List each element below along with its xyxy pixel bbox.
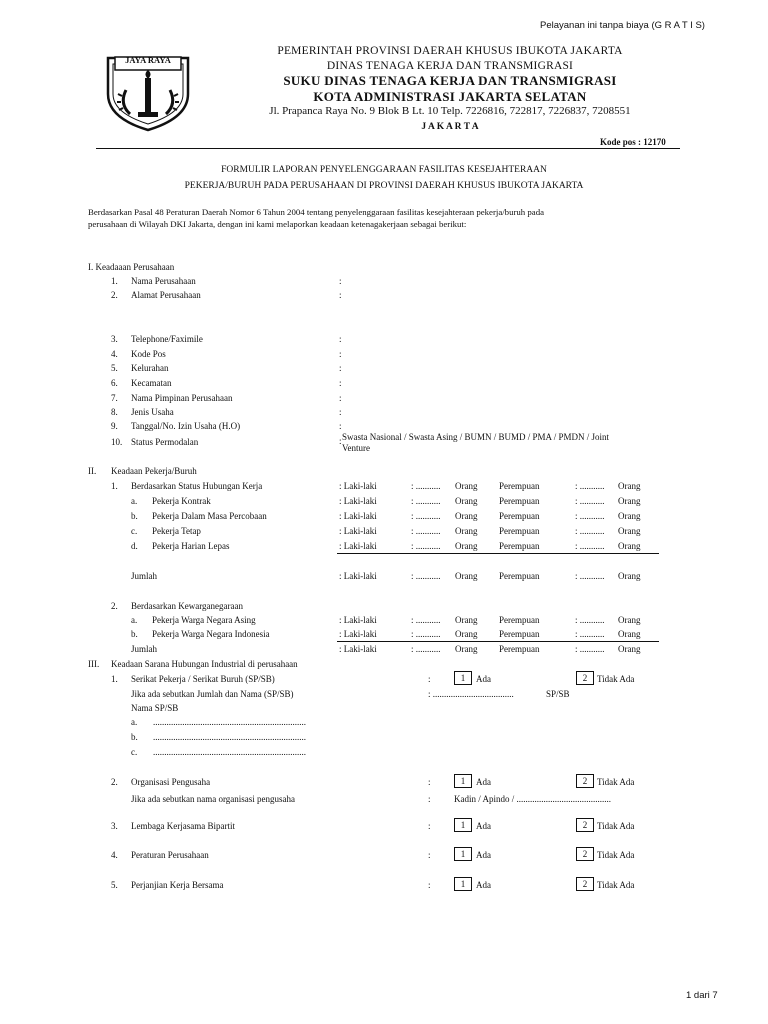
option-label-tidak-ada: Tidak Ada <box>597 777 635 787</box>
perempuan-label: Perempuan <box>499 511 540 521</box>
perempuan-count-field[interactable]: : ........... <box>575 541 605 551</box>
item-letter: a. <box>131 717 138 727</box>
intro-line-2: perusahaan di Wilayah DKI Jakarta, dengan ini kami melaporkan keadaan ketenagakerjaan sebagai berikut: <box>88 219 467 229</box>
item-number: 1. <box>111 276 118 286</box>
laki-label: : Laki-laki <box>339 511 377 521</box>
colon: : <box>428 777 431 787</box>
laki-count-field[interactable]: : ........... <box>411 629 441 639</box>
colon: : <box>339 407 342 417</box>
orang-unit: Orang <box>455 571 478 581</box>
item-letter: a. <box>131 496 138 506</box>
header-address: Jl. Prapanca Raya No. 9 Blok B Lt. 10 Telp. 7226816, 722817, 7226837, 7208551 <box>269 105 631 117</box>
section-1-title: I. Keadaaan Perusahaan <box>88 262 175 272</box>
item-number: 9. <box>111 421 118 431</box>
org-jika-label: Jika ada sebutkan nama organisasi pengusaha <box>131 794 296 804</box>
perempuan-count-field[interactable]: : ........... <box>575 526 605 536</box>
laki-label: : Laki-laki <box>339 571 377 581</box>
row-label-masa-percobaan: Pekerja Dalam Masa Percobaan <box>152 511 267 521</box>
sp-jumlah-field[interactable]: : .................................... <box>428 689 514 699</box>
laki-count-field[interactable]: : ........... <box>411 571 441 581</box>
sp-name-field[interactable]: .................................................................... <box>153 732 306 742</box>
header-postcode: Kode pos : 12170 <box>600 137 666 147</box>
colon: : <box>339 421 342 431</box>
perempuan-count-field[interactable]: : ........... <box>575 481 605 491</box>
orang-unit: Orang <box>455 526 478 536</box>
field-label-kode-pos: Kode Pos <box>131 349 166 359</box>
header-line-2: DINAS TENAGA KERJA DAN TRANSMIGRASI <box>326 60 574 72</box>
laki-label: : Laki-laki <box>339 481 377 491</box>
orang-unit: Orang <box>455 629 478 639</box>
form-title-1: FORMULIR LAPORAN PENYELENGGARAAN FASILITAS KESEJAHTERAAN <box>221 165 547 175</box>
orang-unit: Orang <box>618 571 641 581</box>
item-letter: c. <box>131 747 138 757</box>
orang-unit: Orang <box>618 629 641 639</box>
perempuan-label: Perempuan <box>499 615 540 625</box>
orang-unit: Orang <box>618 481 641 491</box>
header-line-4: KOTA ADMINISTRASI JAKARTA SELATAN <box>313 89 587 104</box>
colon: : <box>339 436 342 446</box>
row-label-jumlah: Jumlah <box>131 644 157 654</box>
laki-label: : Laki-laki <box>339 496 377 506</box>
option-box-tidak-ada[interactable]: 2 <box>576 847 594 861</box>
orang-unit: Orang <box>455 511 478 521</box>
item-number: 6. <box>111 378 118 388</box>
form-title-2: PEKERJA/BURUH PADA PERUSAHAAN DI PROVINSI DAERAH KHUSUS IBUKOTA JAKARTA <box>184 181 584 191</box>
row-label-organisasi-pengusaha: Organisasi Pengusaha <box>131 777 211 787</box>
orang-unit: Orang <box>455 644 478 654</box>
item-number: 2. <box>111 601 118 611</box>
orang-unit: Orang <box>618 526 641 536</box>
option-box-ada[interactable]: 1 <box>454 818 472 832</box>
colon: : <box>428 794 431 804</box>
row-label-serikat-pekerja: Serikat Pekerja / Serikat Buruh (SP/SB) <box>131 674 275 684</box>
free-service-note: Pelayanan ini tanpa biaya (G R A T I S) <box>540 20 705 31</box>
perempuan-label: Perempuan <box>499 644 540 654</box>
section-3-title: Keadaan Sarana Hubungan Industrial di perusahaan <box>111 659 298 669</box>
row-label-pekerja-tetap: Pekerja Tetap <box>152 526 201 536</box>
perempuan-count-field[interactable]: : ........... <box>575 511 605 521</box>
row-label-lks-bipartit: Lembaga Kerjasama Bipartit <box>131 821 235 831</box>
laki-label: : Laki-laki <box>339 615 377 625</box>
item-number: 4. <box>111 349 118 359</box>
colon: : <box>428 821 431 831</box>
sp-jika-label: Jika ada sebutkan Jumlah dan Nama (SP/SB) <box>131 689 294 699</box>
laki-count-field[interactable]: : ........... <box>411 541 441 551</box>
field-label-jenis-usaha: Jenis Usaha <box>131 407 174 417</box>
sub-heading-kewarganegaraan: Berdasarkan Kewarganegaraan <box>131 601 244 611</box>
intro-line-1: Berdasarkan Pasal 48 Peraturan Daerah Nomor 6 Tahun 2004 tentang penyelenggaraan fasilitas kesejahteraan pekerja/buruh pada <box>88 207 544 217</box>
sub-heading-status-hubungan: Berdasarkan Status Hubungan Kerja <box>131 481 263 491</box>
header-divider <box>96 148 680 149</box>
orang-unit: Orang <box>618 644 641 654</box>
option-box-ada[interactable]: 1 <box>454 847 472 861</box>
laki-label: : Laki-laki <box>339 629 377 639</box>
sp-name-field[interactable]: .................................................................... <box>153 717 306 727</box>
header-line-3: SUKU DINAS TENAGA KERJA DAN TRANSMIGRASI <box>283 73 617 88</box>
field-label-telephone: Telephone/Faximile <box>131 334 203 344</box>
laki-count-field[interactable]: : ........... <box>411 496 441 506</box>
field-label-nama-perusahaan: Nama Perusahaan <box>131 276 196 286</box>
laki-label: : Laki-laki <box>339 541 377 551</box>
option-label-tidak-ada: Tidak Ada <box>597 674 635 684</box>
item-number: 10. <box>111 437 123 447</box>
item-number: 3. <box>111 334 118 344</box>
item-number: 5. <box>111 880 118 890</box>
row-label-harian-lepas: Pekerja Harian Lepas <box>152 541 230 551</box>
sum-line <box>337 553 659 554</box>
colon: : <box>428 674 431 684</box>
field-label-kecamatan: Kecamatan <box>131 378 172 388</box>
item-number: 2. <box>111 777 118 787</box>
field-label-nama-pimpinan: Nama Pimpinan Perusahaan <box>131 393 233 403</box>
option-box-tidak-ada[interactable]: 2 <box>576 877 594 891</box>
section-number: II. <box>88 466 97 476</box>
orang-unit: Orang <box>618 615 641 625</box>
orang-unit: Orang <box>618 496 641 506</box>
colon: : <box>428 880 431 890</box>
option-label-ada: Ada <box>476 880 491 890</box>
option-box-tidak-ada[interactable]: 2 <box>576 818 594 832</box>
row-label-pkb: Perjanjian Kerja Bersama <box>131 880 224 890</box>
item-number: 5. <box>111 363 118 373</box>
option-box-ada[interactable]: 1 <box>454 877 472 891</box>
perempuan-label: Perempuan <box>499 496 540 506</box>
option-label-ada: Ada <box>476 850 491 860</box>
option-label-ada: Ada <box>476 674 491 684</box>
field-label-alamat: Alamat Perusahaan <box>131 290 201 300</box>
perempuan-label: Perempuan <box>499 629 540 639</box>
field-label-status-permodalan: Status Permodalan <box>131 437 199 447</box>
page-number: 1 dari 7 <box>686 990 718 1001</box>
laki-count-field[interactable]: : ........... <box>411 511 441 521</box>
perempuan-count-field[interactable]: : ........... <box>575 571 605 581</box>
perempuan-label: Perempuan <box>499 541 540 551</box>
item-letter: a. <box>131 615 138 625</box>
sp-unit: SP/SB <box>546 689 570 699</box>
perempuan-label: Perempuan <box>499 526 540 536</box>
option-label-tidak-ada: Tidak Ada <box>597 880 635 890</box>
field-label-kelurahan: Kelurahan <box>131 363 169 373</box>
option-label-tidak-ada: Tidak Ada <box>597 821 635 831</box>
colon: : <box>339 378 342 388</box>
orang-unit: Orang <box>618 511 641 521</box>
item-number: 2. <box>111 290 118 300</box>
laki-count-field[interactable]: : ........... <box>411 481 441 491</box>
section-2-title: Keadaan Pekerja/Buruh <box>111 466 197 476</box>
section-number: III. <box>88 659 100 669</box>
laki-label: : Laki-laki <box>339 526 377 536</box>
laki-count-field[interactable]: : ........... <box>411 644 441 654</box>
perempuan-label: Perempuan <box>499 481 540 491</box>
item-letter: b. <box>131 629 138 639</box>
sum-line <box>337 641 659 642</box>
row-label-pekerja-kontrak: Pekerja Kontrak <box>152 496 211 506</box>
perempuan-count-field[interactable]: : ........... <box>575 496 605 506</box>
item-number: 1. <box>111 674 118 684</box>
item-letter: c. <box>131 526 138 536</box>
field-value-status-permodalan[interactable]: Swasta Nasional / Swasta Asing / BUMN / BUMD / PMA / PMDN / Joint <box>342 432 610 442</box>
laki-count-field[interactable]: : ........... <box>411 526 441 536</box>
row-label-peraturan-perusahaan: Peraturan Perusahaan <box>131 850 209 860</box>
item-letter: b. <box>131 732 138 742</box>
orang-unit: Orang <box>455 481 478 491</box>
row-label-jumlah: Jumlah <box>131 571 157 581</box>
field-value-status-permodalan-cont: Venture <box>342 443 370 453</box>
item-number: 1. <box>111 481 118 491</box>
orang-unit: Orang <box>455 541 478 551</box>
perempuan-label: Perempuan <box>499 571 540 581</box>
colon: : <box>339 290 342 300</box>
orang-unit: Orang <box>455 496 478 506</box>
perempuan-count-field[interactable]: : ........... <box>575 615 605 625</box>
org-name-field[interactable]: Kadin / Apindo / .......................................... <box>454 794 611 804</box>
colon: : <box>339 363 342 373</box>
option-label-ada: Ada <box>476 777 491 787</box>
orang-unit: Orang <box>618 541 641 551</box>
colon: : <box>428 850 431 860</box>
laki-count-field[interactable]: : ........... <box>411 615 441 625</box>
item-letter: b. <box>131 511 138 521</box>
option-box-tidak-ada[interactable]: 2 <box>576 671 594 685</box>
orang-unit: Orang <box>455 615 478 625</box>
option-box-ada[interactable]: 1 <box>454 671 472 685</box>
header-city: J A K A R T A <box>421 122 479 132</box>
perempuan-count-field[interactable]: : ........... <box>575 629 605 639</box>
colon: : <box>339 334 342 344</box>
item-number: 4. <box>111 850 118 860</box>
option-label-ada: Ada <box>476 821 491 831</box>
item-letter: d. <box>131 541 138 551</box>
row-label-wna: Pekerja Warga Negara Asing <box>152 615 256 625</box>
sp-nama-label: Nama SP/SB <box>131 703 179 713</box>
header-line-1: PEMERINTAH PROVINSI DAERAH KHUSUS IBUKOTA JAKARTA <box>277 45 623 57</box>
colon: : <box>339 349 342 359</box>
item-number: 8. <box>111 407 118 417</box>
perempuan-count-field[interactable]: : ........... <box>575 644 605 654</box>
item-number: 3. <box>111 821 118 831</box>
option-box-tidak-ada[interactable]: 2 <box>576 774 594 788</box>
laki-label: : Laki-laki <box>339 644 377 654</box>
colon: : <box>339 276 342 286</box>
row-label-wni: Pekerja Warga Negara Indonesia <box>152 629 270 639</box>
sp-name-field[interactable]: .................................................................... <box>153 747 306 757</box>
field-label-izin-usaha: Tanggal/No. Izin Usaha (H.O) <box>131 421 241 431</box>
option-label-tidak-ada: Tidak Ada <box>597 850 635 860</box>
colon: : <box>339 393 342 403</box>
logo-text: JAYA RAYA <box>125 55 171 65</box>
item-number: 7. <box>111 393 118 403</box>
option-box-ada[interactable]: 1 <box>454 774 472 788</box>
